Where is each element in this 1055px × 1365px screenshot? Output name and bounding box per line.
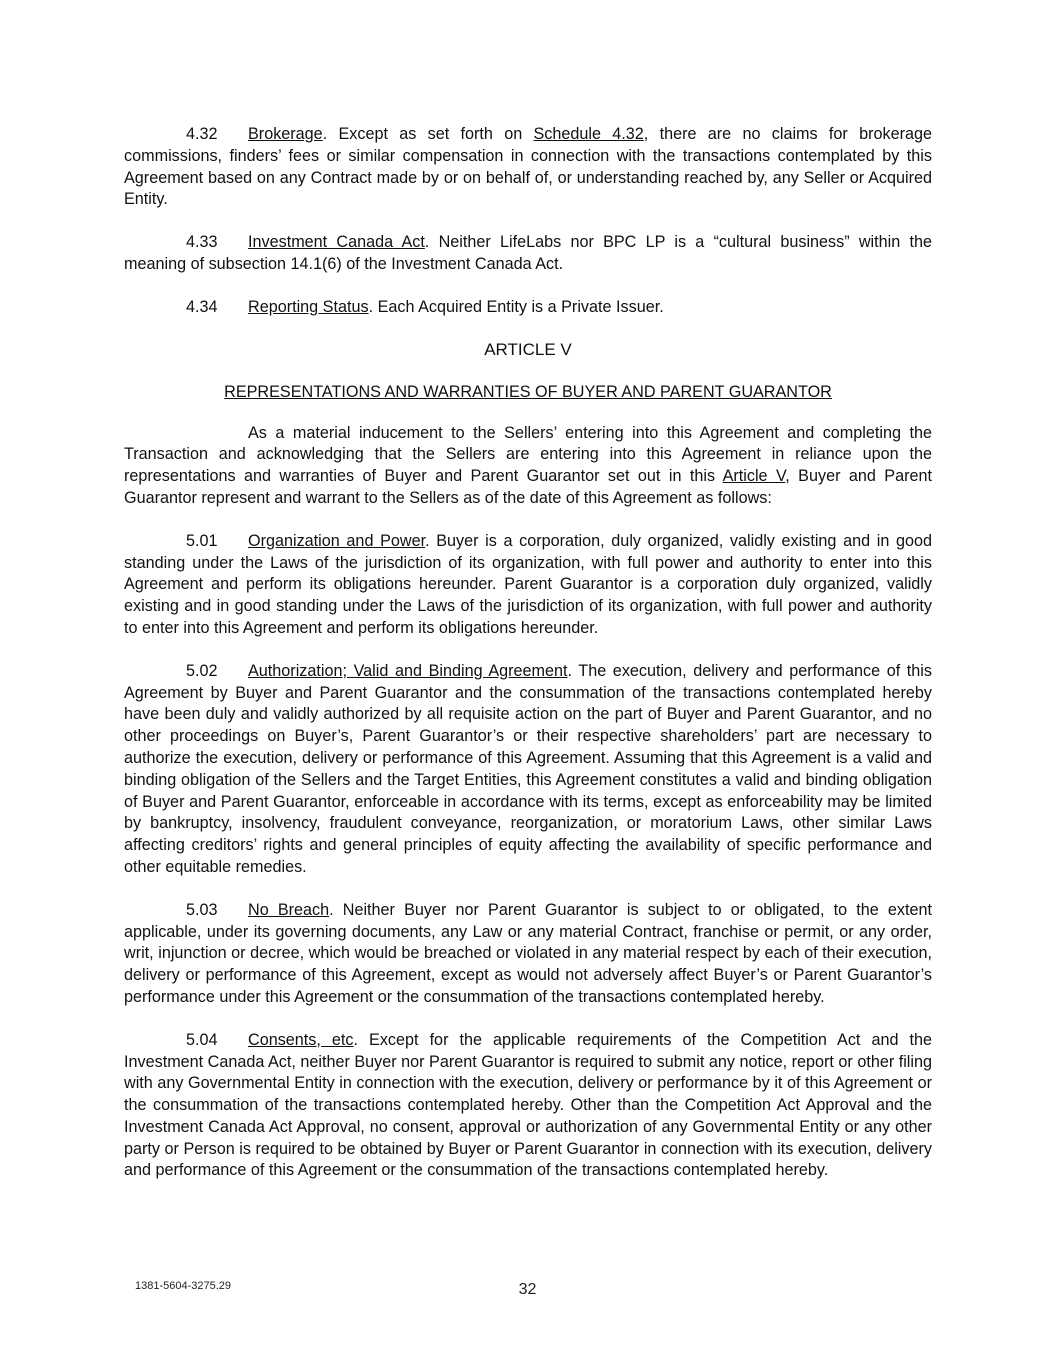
- section-heading: Authorization; Valid and Binding Agreement: [248, 661, 568, 680]
- section-heading: Brokerage: [248, 125, 323, 143]
- article-intro: [124, 423, 932, 510]
- schedule-reference: Schedule 4.32: [533, 125, 644, 143]
- section-text: . Except for the applicable requirements of the Competition Act and the Investment Canada Act, neither Buyer nor Parent Guarantor is required to submit any notice, report or other filing with any Governmental Entity in connection with the execution, delivery or performance by it of this Agreement or the consummation of the transactions contemplated hereby. Other than the Competition Act Approval and the Investment Canada Act Approval, no consent, approval or authorization of any Governmental Entity or any other party or Person is required to be obtained by Buyer or Parent Guarantor in connection with its execution, delivery and performance of this Agreement or the consummation of the transactions contemplated hereby.: [124, 1030, 932, 1180]
- section-heading: Consents, etc: [248, 1030, 354, 1049]
- section-5-02: [124, 661, 932, 879]
- document-page: [124, 124, 932, 1182]
- section-number: 4.33: [186, 233, 218, 252]
- section-text: . The execution, delivery and performance of this Agreement by Buyer and Parent Guarantor and the consummation of the transactions contemplated hereby have been duly and validly authorized by all requisite action on the part of Buyer and Parent Guarantor, and no other proceedings on Buyer’s, Parent Guarantor’s or their respective shareholders’ part are necessary to authorize the execution, delivery or performance of this Agreement. Assuming that this Agreement is a valid and binding obligation of the Sellers and the Target Entities, this Agreement constitutes a valid and binding obligation of Buyer and Parent Guarantor, enforceable in accordance with its terms, except as enforceability may be limited by bankruptcy, insolvency, fraudulent conveyance, reorganization, or moratorium Laws, other similar Laws affecting creditors’ rights and general principles of equity affecting the availability of specific performance and other equitable remedies.: [124, 661, 932, 876]
- page-number: 32: [518, 1281, 537, 1298]
- article-reference: Article V: [722, 467, 786, 486]
- article-subtitle: REPRESENTATIONS AND WARRANTIES OF BUYER AND PARENT GUARANTOR: [224, 382, 832, 401]
- intro-text: As a material inducement to the Sellers’ entering into this Agreement and completing the Transaction and acknowledging that the Sellers are entering into this Agreement in reliance upon the representations and warranties of Buyer and Parent Guarantor set out in this: [124, 423, 932, 486]
- section-number: 5.01: [186, 531, 218, 550]
- section-text: . Neither LifeLabs nor BPC LP is a “cultural business” within the meaning of subsection 14.1(6) of the Investment Canada Act.: [124, 233, 932, 273]
- section-heading: Reporting Status: [248, 297, 369, 316]
- section-number: 4.34: [186, 297, 218, 316]
- section-text: . Buyer is a corporation, duly organized, validly existing and in good standing under the Laws of the jurisdiction of its organization, with full power and authority to enter into this Agreement and perform its obligations hereunder. Parent Guarantor is a corporation duly organized, validly existing and in good standing under the Laws of the jurisdiction of its organization, with full power and authority to enter into this Agreement and perform its obligations hereunder.: [124, 531, 932, 637]
- section-text: . Neither Buyer nor Parent Guarantor is subject to or obligated, to the extent applicable, under its governing documents, any Law or any material Contract, franchise or permit, or any order, writ, injunction or decree, which would be breached or violated in any material respect by each of their execution, delivery or performance of this Agreement, except as would not adversely affect Buyer’s or Parent Guarantor’s performance under this Agreement or the consummation of the transactions contemplated hereby.: [124, 900, 932, 1006]
- document-id: 1381-5604-3275.29: [135, 1280, 232, 1292]
- section-heading: Organization and Power: [248, 531, 426, 550]
- section-heading: Investment Canada Act: [248, 233, 425, 252]
- section-number: 5.02: [186, 661, 218, 680]
- section-number: 4.32: [186, 125, 218, 143]
- section-4-32: [124, 124, 932, 211]
- section-4-34: [124, 297, 932, 319]
- section-heading: No Breach: [248, 900, 330, 919]
- section-number: 5.03: [186, 900, 218, 919]
- section-text: , there are no claims for brokerage commissions, finders’ fees or similar compensation in connection with the transactions contemplated by this Agreement based on any Contract made by or on behalf of, or understanding reached by, any Seller or Acquired Entity.: [124, 125, 932, 209]
- section-5-03: [124, 900, 932, 1009]
- section-text: . Each Acquired Entity is a Private Issuer.: [368, 297, 664, 316]
- section-4-33: [124, 232, 932, 276]
- section-5-01: [124, 531, 932, 640]
- section-number: 5.04: [186, 1030, 218, 1049]
- article-title: ARTICLE V: [484, 339, 572, 359]
- intro-text: , Buyer and Parent Guarantor represent and warrant to the Sellers as of the date of this Agreement as follows:: [124, 467, 932, 507]
- section-text: . Except as set forth on: [322, 125, 534, 143]
- section-5-04: [124, 1030, 932, 1183]
